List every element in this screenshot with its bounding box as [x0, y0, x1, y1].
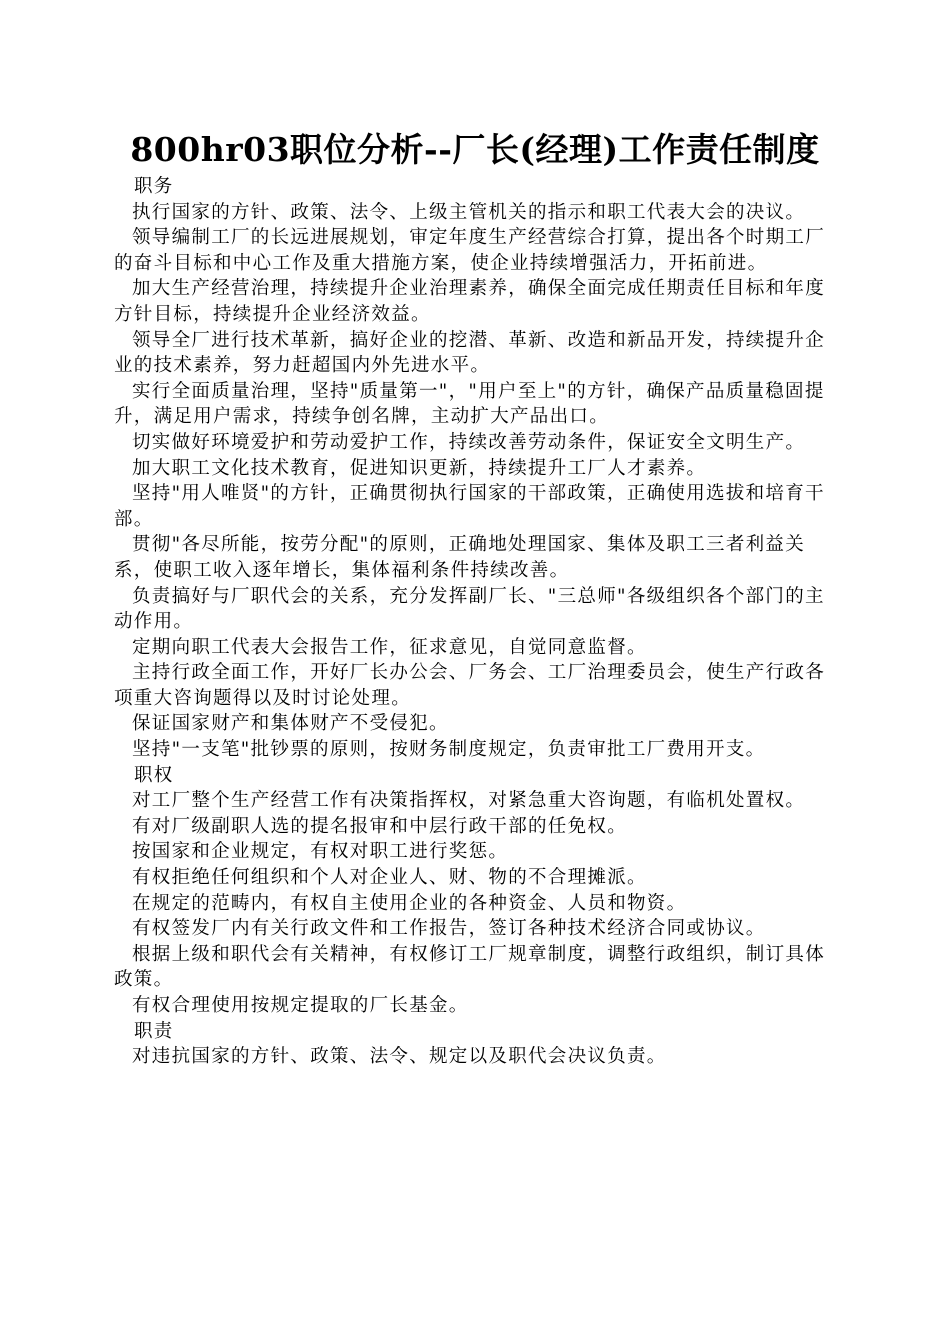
section-heading: 职权 [134, 764, 174, 786]
paragraph: 对违抗国家的方针、政策、法令、规定以及职代会决议负责。 [132, 1046, 667, 1068]
section-heading: 职责 [134, 1020, 174, 1042]
paragraph: 领导编制工厂的长远进展规划，审定年度生产经营综合打算，提出各个时期工厂的奋斗目标和中心工作及重大措施方案，使企业持续增强活力，开拓前进。 [114, 227, 826, 274]
section-authority [114, 763, 838, 1019]
paragraph: 加大生产经营治理，持续提升企业治理素养，确保全面完成任期责任目标和年度方针目标，持续提升企业经济效益。 [114, 278, 826, 325]
section-responsibility [114, 1019, 838, 1070]
paragraph: 执行国家的方针、政策、法令、上级主管机关的指示和职工代表大会的决议。 [132, 201, 806, 223]
section-duties [114, 174, 838, 763]
paragraph: 有权拒绝任何组织和个人对企业人、财、物的不合理摊派。 [132, 867, 647, 889]
paragraph: 切实做好环境爱护和劳动爱护工作，持续改善劳动条件，保证安全文明生产。 [132, 431, 806, 453]
paragraph: 坚持"一支笔"批钞票的原则，按财务制度规定，负责审批工厂费用开支。 [132, 739, 766, 761]
paragraph: 坚持"用人唯贤"的方针，正确贯彻执行国家的干部政策，正确使用选拔和培育干部。 [114, 483, 825, 530]
paragraph: 加大职工文化技术教育，促进知识更新，持续提升工厂人才素养。 [132, 457, 707, 479]
paragraph: 保证国家财产和集体财产不受侵犯。 [132, 713, 449, 735]
paragraph: 有对厂级副职人选的提名报审和中层行政干部的任免权。 [132, 815, 628, 837]
paragraph: 定期向职工代表大会报告工作，征求意见，自觉同意监督。 [132, 636, 647, 658]
paragraph: 有权签发厂内有关行政文件和工作报告，签订各种技术经济合同或协议。 [132, 918, 766, 940]
paragraph: 按国家和企业规定，有权对职工进行奖惩。 [132, 841, 509, 863]
paragraph: 实行全面质量治理，坚持"质量第一"，"用户至上"的方针，确保产品质量稳固提升，满足用户需求，持续争创名牌，主动扩大产品出口。 [114, 380, 825, 428]
paragraph: 在规定的范畴内，有权自主使用企业的各种资金、人员和物资。 [132, 892, 687, 914]
paragraph: 根据上级和职代会有关精神，有权修订工厂规章制度，调整行政组织，制订具体政策。 [114, 943, 826, 991]
document-body [114, 174, 838, 1070]
section-heading: 职务 [134, 176, 174, 197]
paragraph: 主持行政全面工作，开好厂长办公会、厂务会、工厂治理委员会，使生产行政各项重大咨询题得以及时讨论处理。 [114, 662, 826, 709]
paragraph: 负责搞好与厂职代会的关系，充分发挥副厂长、"三总师"各级组织各个部门的主动作用。 [114, 585, 825, 633]
paragraph: 贯彻"各尽所能，按劳分配"的原则，正确地处理国家、集体及职工三者利益关系，使职工收入逐年增长，集体福利条件持续改善。 [114, 534, 806, 581]
paragraph: 对工厂整个生产经营工作有决策指挥权，对紧急重大咨询题，有临机处置权。 [132, 790, 806, 812]
document-title: 800hr03职位分析--厂长(经理)工作责任制度 [130, 130, 820, 169]
paragraph: 领导全厂进行技术革新，搞好企业的挖潜、革新、改造和新品开发，持续提升企业的技术素养，努力赶超国内外先进水平。 [114, 329, 826, 377]
paragraph: 有权合理使用按规定提取的厂长基金。 [132, 995, 469, 1016]
